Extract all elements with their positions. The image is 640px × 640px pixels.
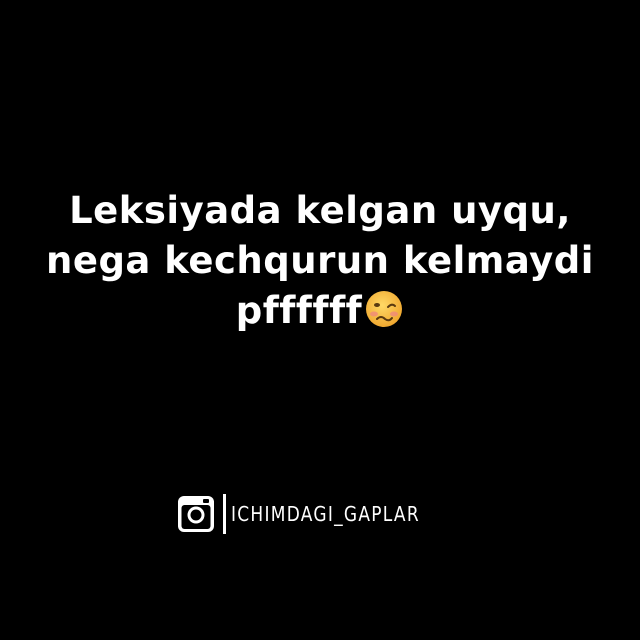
quote-line-2: nega kechqurun kelmaydi xyxy=(46,239,594,282)
instagram-icon xyxy=(176,494,216,534)
instagram-handle[interactable] xyxy=(176,492,453,536)
quote-line-3-wrap xyxy=(20,286,620,342)
quote-text xyxy=(20,186,620,342)
quote-line-1: Leksiyada kelgan uyqu, xyxy=(69,189,571,232)
woozy-face-icon xyxy=(364,289,404,342)
handle-divider xyxy=(223,494,226,534)
quote-line-3: pffffff xyxy=(235,289,363,332)
handle-text[interactable]: ICHIMDAGI_GAPLAR xyxy=(231,502,420,526)
